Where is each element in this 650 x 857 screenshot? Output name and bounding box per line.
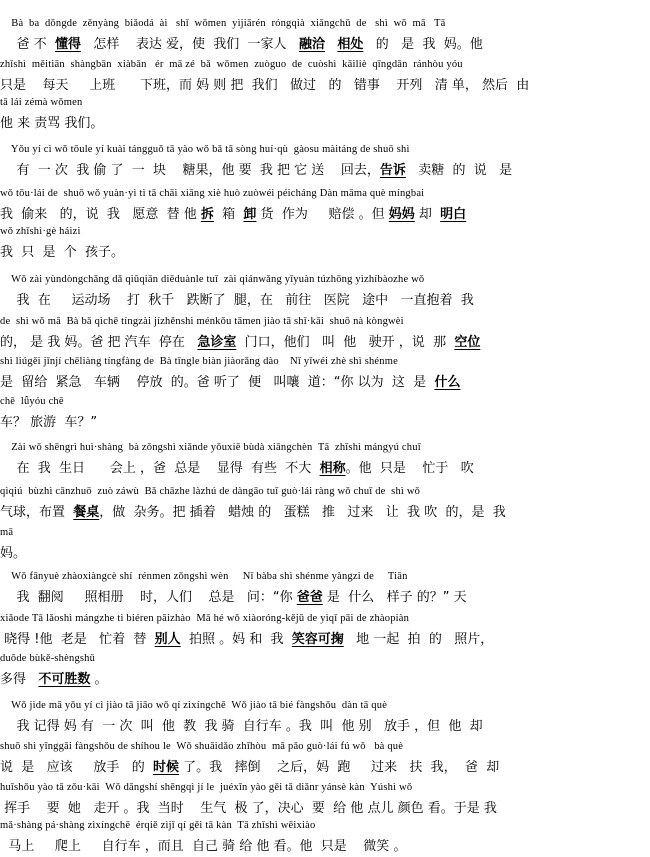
pinyin-line: mā <box>0 527 14 538</box>
pinyin-line: qìqiú bùzhì cānzhuō zuò záwù Bǎ chāzhe làzhú de dàngāo tuī guò·lái ràng wǒ chuī de shì wǒ <box>0 486 421 497</box>
pinyin-line: shuō shì yīnggāi fàngshǒu de shíhou le Wǒ shuāidǎo zhīhòu mā pǎo guò·lái fú wǒ bà què <box>0 741 404 752</box>
hanzi-text: 是 什么 样子 的？” 天 <box>322 590 467 605</box>
hanzi-text: 妈。 <box>0 546 27 561</box>
hanzi-text: 只是 每天 上班 下班，而 妈 则 把 我们 做过 的 错事 开列 清 单， 然后 由 <box>0 78 530 93</box>
pinyin-line: duōde bùkě-shèngshǔ <box>0 653 96 664</box>
hanzi-text: 门口，他们 叫 他 驶开 ，说 那 <box>236 335 455 350</box>
hanzi-line <box>0 159 650 178</box>
hanzi-line <box>0 289 650 308</box>
hanzi-line <box>0 74 650 93</box>
hanzi-line <box>0 586 650 605</box>
hanzi-text: 晓得 !他 老是 忙着 替 <box>0 632 155 647</box>
hanzi-text: 卖糖 的 说 是 <box>405 163 513 178</box>
vocab-word: 相称 <box>319 461 346 476</box>
hanzi-text: 挥手 要 她 走开 。我 当时 生气 极 了，决心 要 给 他 点儿 颜色 看。于是 我 <box>0 801 497 816</box>
pinyin-line: wǒ tōu·lái de shuō wǒ yuàn·yì tì tā chāi xiāng xiè huò zuòwéi péicháng Dàn māma què míngbai <box>0 188 425 199</box>
hanzi-text: 是 留给 紧急 车辆 停放 的。爸 听了 便 叫嚷 道：“你 以为 这 是 <box>0 375 435 390</box>
hanzi-line <box>0 371 650 390</box>
vocab-word: 餐桌 <box>73 505 100 520</box>
hanzi-text: 有 一 次 我 偷 了 一 块 糖果，他 要 我 把 它 送 回去， <box>0 163 380 178</box>
pinyin-line: chē lǚyóu chē <box>0 396 64 407</box>
hanzi-text: 的 是 我 妈。他 <box>363 37 483 52</box>
hanzi-text: 车？ 旅游 车？” <box>0 415 98 430</box>
pinyin-line: Wǒ fānyuè zhàoxiàngcè shí rénmen zǒngshì wèn Nǐ bàba shì shénme yàngzi de Tiān <box>0 571 408 582</box>
hanzi-line <box>0 331 650 350</box>
vocab-word: 别人 <box>154 632 181 647</box>
hanzi-line <box>0 33 650 52</box>
hanzi-line <box>0 411 650 430</box>
pinyin-line: wǒ zhǐshì·gè háizi <box>0 226 81 237</box>
hanzi-line <box>0 203 650 222</box>
hanzi-text: 他 来 责骂 我们。 <box>0 116 104 131</box>
hanzi-text: 拍照 。妈 和 我 <box>180 632 292 647</box>
hanzi-text: 箱 <box>213 207 244 222</box>
vocab-word: 不可胜数 <box>38 672 91 687</box>
pinyin-line: Wǒ zài yùndòngchǎng dǎ qiūqiān diēduànle tuǐ zài qiánwǎng yīyuàn túzhōng yìzhíbàozhe wǒ <box>0 274 425 285</box>
hanzi-line <box>0 628 650 647</box>
hanzi-line <box>0 835 650 854</box>
hanzi-text: 说 是 应该 放手 的 <box>0 760 153 775</box>
pinyin-line: zhǐshì měitiān shàngbān xiàbān ér mā zé bǎ wǒmen zuòguo de cuòshì kāiliè qīngdān ránhòu yóu <box>0 59 463 70</box>
pinyin-line: Zài wǒ shēngrì huì·shàng bà zǒngshì xiǎnde yǒuxiē bùdà xiāngchèn Tā zhǐshì mángyú chuī <box>0 442 421 453</box>
vocab-word: 懂得 <box>54 37 81 52</box>
pinyin-line: huīshǒu yào tā zǒu·kāi Wǒ dāngshí shēngqì jí le juéxīn yào gěi tā diǎnr yánsè kàn Yúshì wǒ <box>0 782 413 793</box>
hanzi-line <box>0 501 650 520</box>
hanzi-text: 却 <box>414 207 441 222</box>
hanzi-text: 。他 只是 忙于 吹 <box>345 461 474 476</box>
hanzi-text: 的， 是 我 妈。爸 把 汽车 停在 <box>0 335 198 350</box>
hanzi-text: ，做 杂务。把 插着 蜡烛 的 蛋糕 推 过来 让 我 吹 的，是 我 <box>99 505 506 520</box>
hanzi-text: 地 一起 拍 的 照片， <box>343 632 494 647</box>
hanzi-line <box>0 715 650 734</box>
hanzi-line <box>0 241 650 260</box>
hanzi-text: 我 只 是 个 孩子。 <box>0 245 125 260</box>
vocab-word: 明白 <box>440 207 467 222</box>
hanzi-text: 在 我 生日 会上 ，爸 总是 显得 有些 不大 <box>0 461 320 476</box>
pinyin-line: Wǒ jìde mā yǒu yí cì jiào tā jiāo wǒ qí zìxíngchē Wǒ jiào tā bié fàngshǒu dàn tā què <box>0 700 388 711</box>
hanzi-text <box>325 37 337 52</box>
hanzi-line <box>0 457 650 476</box>
hanzi-text: 我 偷来 的，说 我 愿意 替 他 <box>0 207 201 222</box>
vocab-word: 时候 <box>153 760 180 775</box>
vocab-word: 相处 <box>337 37 364 52</box>
vocab-word: 告诉 <box>379 163 406 178</box>
pinyin-line: Bà ba dǒngde zěnyàng biǎodá ài shǐ wǒmen yìjiārén róngqià xiāngchǔ de shì wǒ mā Tā <box>0 18 446 29</box>
pinyin-line: shì liúgěi jǐnjí chēliàng tíngfàng de Bà tīngle biàn jiàorǎng dào Nǐ yǐwéi zhè shì shénme <box>0 356 398 367</box>
hanzi-text: 多得 <box>0 672 39 687</box>
hanzi-line <box>0 542 650 561</box>
pinyin-line: Yǒu yí cì wǒ tōule yí kuài tángguǒ tā yào wǒ bǎ tā sòng huí·qù gàosu màitáng de shuō shì <box>0 144 410 155</box>
hanzi-line <box>0 797 650 816</box>
vocab-word: 妈妈 <box>388 207 415 222</box>
pinyin-line: de shì wǒ mā Bà bǎ qìchē tíngzài jízhěnshì ménkǒu tāmen jiào tā shǐ·kāi shuō nà kòngwèi <box>0 316 404 327</box>
hanzi-text: 了。我 摔倒 之后，妈 跑 过来 扶 我， 爸 却 <box>179 760 500 775</box>
vocab-word: 笑容可掬 <box>291 632 344 647</box>
vocab-word: 什么 <box>434 375 461 390</box>
hanzi-line <box>0 112 650 131</box>
hanzi-line <box>0 668 650 687</box>
vocab-word: 卸 <box>243 207 257 222</box>
hanzi-text: 我 翻阅 照相册 时，人们 总是 问：“你 <box>0 590 297 605</box>
hanzi-text: 怎样 表达 爱，使 我们 一家人 <box>80 37 299 52</box>
hanzi-line <box>0 756 650 775</box>
hanzi-text: 我 在 运动场 打 秋千 跌断了 腿，在 前往 医院 途中 一直抱着 我 <box>0 293 474 308</box>
vocab-word: 急诊室 <box>197 335 237 350</box>
vocab-word: 融洽 <box>298 37 325 52</box>
hanzi-text: 马上 爬上 自行车 ，而且 自己 骑 给 他 看。他 只是 微笑 。 <box>0 839 407 854</box>
pinyin-line: tā lái zémà wǒmen <box>0 97 83 108</box>
hanzi-text: 我 记得 妈 有 一 次 叫 他 教 我 骑 自行车 。我 叫 他 别 放手 ，但 他 却 <box>0 719 483 734</box>
hanzi-text: 。 <box>90 672 108 687</box>
pinyin-line: mǎ·shàng pá·shàng zìxíngchē érqiě zìjǐ qí gěi tā kàn Tā zhǐshì wēixiào <box>0 820 316 831</box>
vocab-word: 爸爸 <box>296 590 323 605</box>
hanzi-text: 货 作为 赔偿 。但 <box>256 207 389 222</box>
hanzi-text: 气球，布置 <box>0 505 74 520</box>
hanzi-text: 爸 不 <box>0 37 55 52</box>
vocab-word: 拆 <box>200 207 214 222</box>
vocab-word: 空位 <box>454 335 481 350</box>
pinyin-line: xiǎode Tā lǎoshì mángzhe tì biéren pāizhào Mā hé wǒ xiàoróng-kějū de yìqǐ pāi de zhàopiàn <box>0 613 410 624</box>
